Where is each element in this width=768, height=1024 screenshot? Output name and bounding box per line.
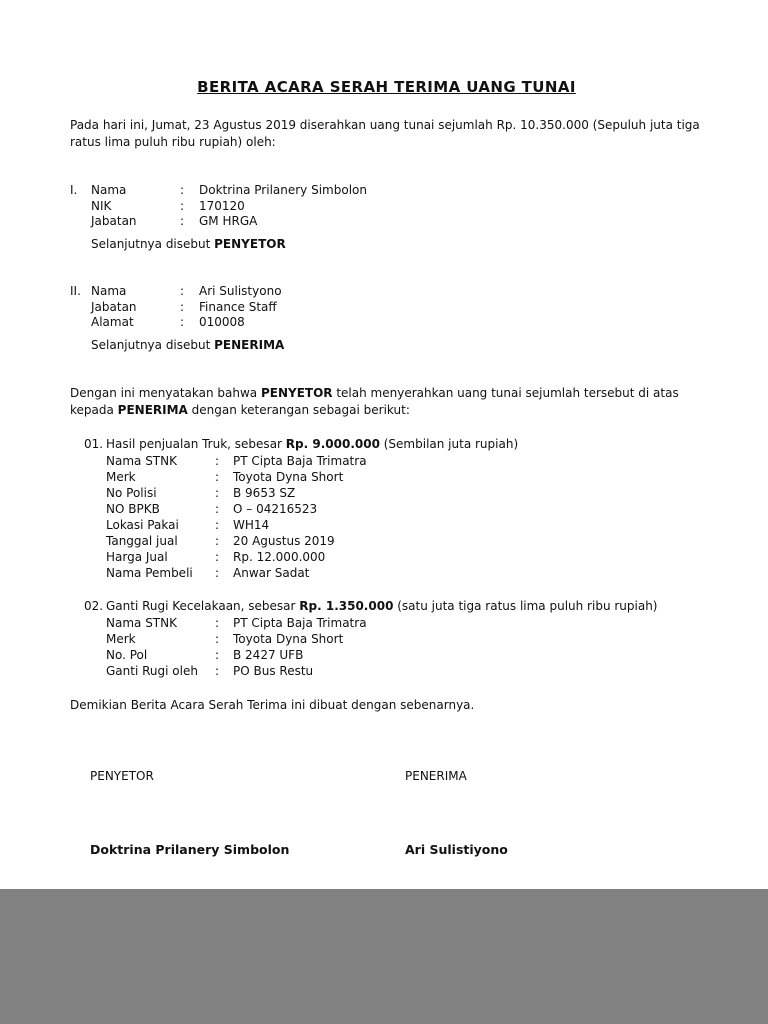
colon-separator: : — [180, 299, 185, 314]
party-numeral — [70, 300, 91, 316]
party-note — [91, 338, 703, 354]
field-label: Nama STNK — [106, 454, 177, 468]
colon-separator: : — [215, 534, 220, 548]
item-number: 02. — [84, 599, 104, 613]
item-heading — [84, 598, 703, 615]
field-value: 20 Agustus 2019 — [233, 534, 335, 548]
statement-text: Dengan ini menyatakan bahwa — [70, 386, 261, 400]
colon-separator: : — [180, 315, 185, 329]
item-heading-pre: Hasil penjualan Truk, sebesar — [106, 437, 286, 451]
field-value: B 9653 SZ — [233, 486, 296, 500]
colon-separator: : — [215, 648, 220, 662]
colon-separator: : — [180, 183, 185, 197]
colon-separator: : — [215, 632, 220, 646]
party-row — [70, 183, 703, 199]
item-amount: Rp. 9.000.000 — [285, 437, 380, 451]
field-value: Doktrina Prilanery Simbolon — [199, 183, 367, 197]
field-label: Harga Jual — [106, 550, 168, 564]
field-label: NIK — [91, 198, 112, 213]
signature-name: Doktrina Prilanery Simbolon — [90, 842, 290, 857]
field-label: Alamat — [91, 315, 134, 329]
field-label: Tanggal jual — [106, 534, 178, 548]
party-row — [70, 284, 703, 300]
field-label: Jabatan — [91, 299, 137, 314]
field-value: Ari Sulistyono — [199, 284, 282, 298]
field-label: Nama — [91, 284, 127, 298]
colon-separator: : — [215, 616, 220, 630]
party-section-penerima — [70, 284, 703, 353]
party-numeral — [70, 214, 91, 230]
signature-block-penyetor — [90, 769, 405, 857]
item-amount: Rp. 1.350.000 — [299, 599, 394, 613]
field-value: Finance Staff — [199, 299, 277, 314]
detail-row — [106, 631, 703, 647]
colon-separator: : — [215, 502, 220, 516]
field-value: WH14 — [233, 518, 270, 532]
party-note-prefix: Selanjutnya disebut — [91, 337, 215, 352]
colon-separator: : — [215, 566, 220, 580]
field-value: PT Cipta Baja Trimatra — [233, 454, 367, 468]
colon-separator: : — [215, 470, 220, 484]
signature-name: Ari Sulistiyono — [405, 842, 508, 857]
field-value: Rp. 12.000.000 — [233, 550, 326, 564]
colon-separator: : — [180, 214, 185, 228]
party-numeral: I. — [70, 183, 78, 197]
signature-role: PENYETOR — [90, 769, 154, 783]
item-heading-post: (Sembilan juta rupiah) — [379, 437, 519, 451]
detail-row — [106, 647, 703, 663]
document-title: BERITA ACARA SERAH TERIMA UANG TUNAI — [197, 78, 576, 96]
party-row — [70, 300, 703, 316]
party-note-term: PENERIMA — [214, 337, 285, 352]
field-value: PT Cipta Baja Trimatra — [233, 616, 367, 630]
detail-row — [106, 501, 703, 517]
field-value: GM HRGA — [199, 214, 258, 228]
detail-row — [106, 533, 703, 549]
detail-row — [106, 453, 703, 469]
statement-text: dengan keterangan sebagai berikut: — [187, 403, 410, 417]
colon-separator: : — [215, 486, 220, 500]
field-label: Nama STNK — [106, 616, 177, 630]
field-label: No Polisi — [106, 486, 157, 500]
item-heading-text — [106, 598, 703, 615]
signature-role: PENERIMA — [405, 769, 467, 783]
field-value: 170120 — [199, 198, 245, 213]
statement-term-penyetor: PENYETOR — [260, 386, 333, 400]
item-01 — [84, 436, 703, 581]
party-numeral: II. — [70, 284, 81, 298]
colon-separator: : — [215, 664, 220, 678]
field-value: PO Bus Restu — [233, 664, 314, 678]
item-heading — [84, 436, 703, 453]
field-value: Toyota Dyna Short — [233, 470, 344, 484]
party-row — [70, 214, 703, 230]
field-label: Jabatan — [91, 214, 137, 228]
statement-paragraph — [70, 385, 703, 419]
item-heading-text — [106, 436, 703, 453]
party-numeral — [70, 199, 91, 215]
signature-block-penerima — [405, 769, 703, 857]
detail-row — [106, 485, 703, 501]
colon-separator: : — [180, 198, 185, 213]
party-note-term: PENYETOR — [214, 236, 286, 251]
colon-separator: : — [215, 550, 220, 564]
field-label: Nama — [91, 183, 127, 197]
field-label: NO BPKB — [106, 502, 160, 516]
signature-section — [70, 769, 703, 857]
party-row — [70, 315, 703, 331]
field-value: Anwar Sadat — [233, 566, 310, 580]
party-note — [91, 237, 703, 253]
detail-row — [106, 663, 703, 679]
field-label: Ganti Rugi oleh — [106, 664, 198, 678]
field-value: B 2427 UFB — [233, 648, 304, 662]
field-label: Merk — [106, 470, 136, 484]
detail-row — [106, 565, 703, 581]
field-value: Toyota Dyna Short — [233, 632, 344, 646]
field-value: O – 04216523 — [233, 502, 318, 516]
colon-separator: : — [215, 518, 220, 532]
colon-separator: : — [180, 284, 185, 298]
statement-term-penerima: PENERIMA — [117, 403, 188, 417]
item-number: 01. — [84, 437, 104, 451]
detail-row — [106, 615, 703, 631]
field-value: 010008 — [199, 315, 245, 329]
item-heading-pre: Ganti Rugi Kecelakaan, sebesar — [106, 599, 300, 613]
field-label: Merk — [106, 632, 136, 646]
party-numeral — [70, 315, 91, 331]
party-section-penyetor — [70, 183, 703, 252]
field-label: No. Pol — [106, 648, 148, 662]
party-note-prefix: Selanjutnya disebut — [91, 236, 215, 251]
detail-row — [106, 549, 703, 565]
item-02 — [84, 598, 703, 679]
colon-separator: : — [215, 454, 220, 468]
field-label: Lokasi Pakai — [106, 518, 179, 532]
closing-paragraph: Demikian Berita Acara Serah Terima ini dibuat dengan sebenarnya. — [70, 698, 475, 712]
intro-paragraph: Pada hari ini, Jumat, 23 Agustus 2019 diserahkan uang tunai sejumlah Rp. 10.350.000 (Sepuluh juta tiga ratus lima puluh ribu rupiah) oleh: — [70, 118, 700, 149]
statement-text: telah menyerahkan uang tunai sejumlah tersebut di atas kepada — [70, 386, 679, 417]
detail-row — [106, 469, 703, 485]
item-heading-post: (satu juta tiga ratus lima puluh ribu rupiah) — [393, 599, 658, 613]
field-label: Nama Pembeli — [106, 566, 193, 580]
party-row — [70, 199, 703, 215]
detail-row — [106, 517, 703, 533]
